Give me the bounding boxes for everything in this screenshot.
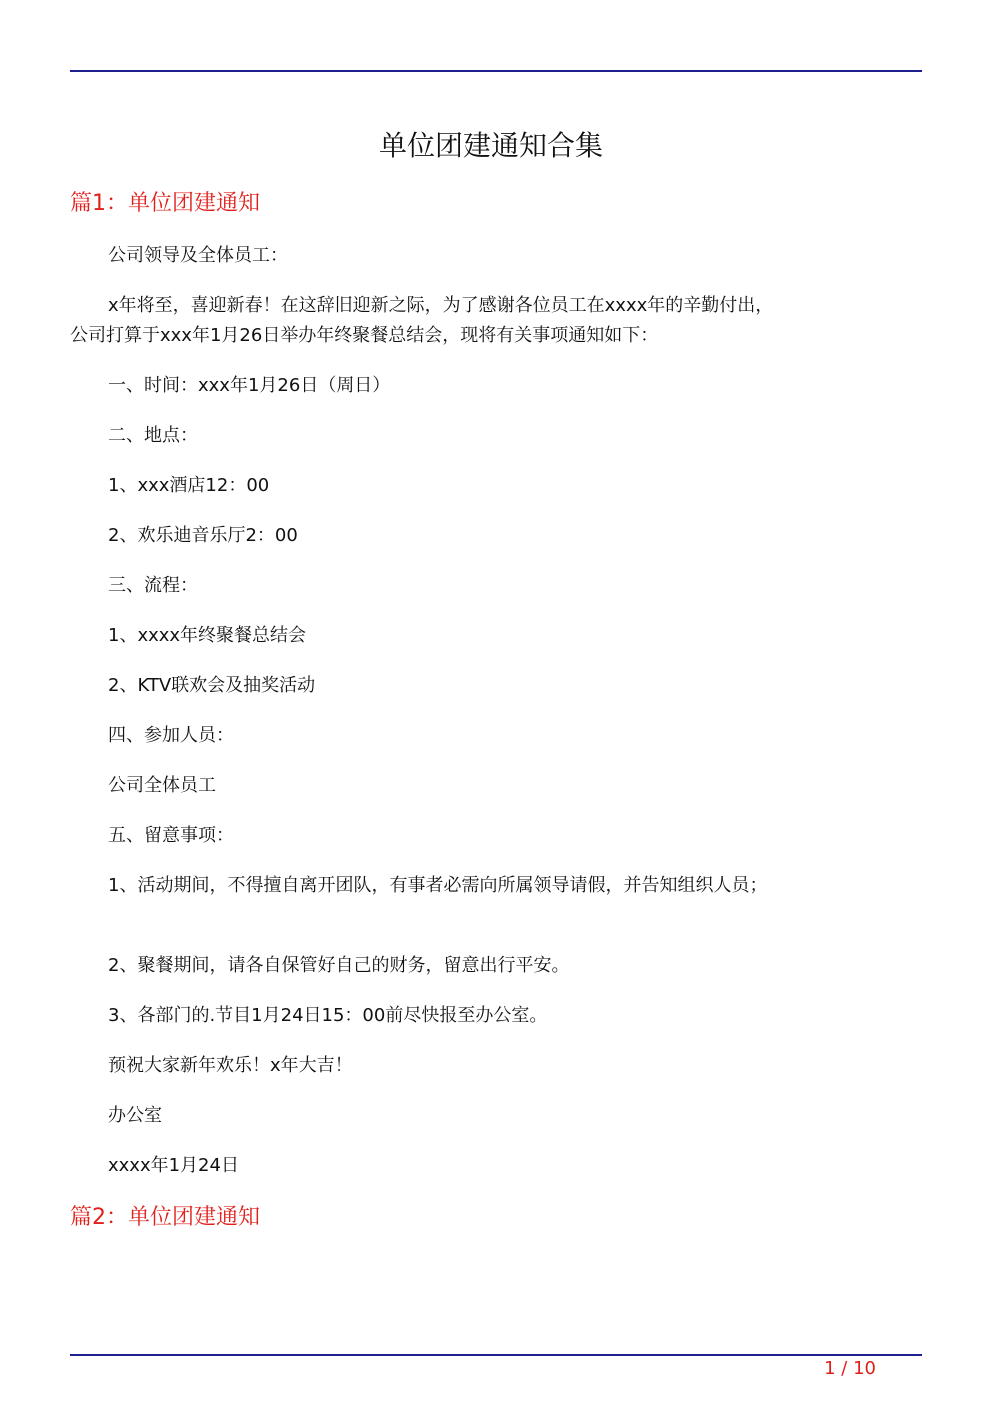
footer-rule — [70, 1354, 922, 1356]
paragraph-note-3: 3、各部门的.节目1月24日15：00前尽快报至办公室。 — [108, 1005, 548, 1026]
section-heading-2: 篇2：单位团建通知 — [70, 1205, 260, 1230]
paragraph-signature: 办公室 — [108, 1105, 162, 1126]
paragraph-notes-heading: 五、留意事项： — [108, 825, 234, 846]
paragraph-process-2: 2、KTV联欢会及抽奖活动 — [108, 675, 316, 696]
paragraph-location-1: 1、xxx酒店12：00 — [108, 475, 270, 496]
paragraph-date: xxxx年1月24日 — [108, 1155, 239, 1176]
document-title: 单位团建通知合集 — [378, 129, 603, 162]
paragraph-intro: x年将至，喜迎新春！在这辞旧迎新之际，为了感谢各位员工在xxxx年的辛勤付出，公司打算于xxx年1月26日举办年终聚餐总结会，现将有关事项通知如下： — [70, 295, 774, 346]
paragraph-salutation: 公司领导及全体员工： — [108, 245, 288, 266]
section-heading-1: 篇1：单位团建通知 — [70, 191, 260, 216]
paragraph-note-2: 2、聚餐期间，请各自保管好自己的财务，留意出行平安。 — [108, 955, 570, 976]
paragraph-location-2: 2、欢乐迪音乐厅2：00 — [108, 525, 298, 546]
paragraph-participants-heading: 四、参加人员： — [108, 725, 234, 746]
paragraph-note-1: 1、活动期间，不得擅自离开团队，有事者必需向所属领导请假，并告知组织人员； — [108, 875, 768, 896]
paragraph-location-heading: 二、地点： — [108, 425, 198, 446]
paragraph-time: 一、时间：xxx年1月26日（周日） — [108, 375, 391, 396]
paragraph-greeting: 预祝大家新年欢乐！x年大吉！ — [108, 1055, 353, 1076]
page-number: 1 / 10 — [824, 1358, 876, 1379]
paragraph-process-1: 1、xxxx年终聚餐总结会 — [108, 625, 307, 646]
header-rule — [70, 70, 922, 72]
paragraph-process-heading: 三、流程： — [108, 575, 198, 596]
paragraph-participants: 公司全体员工 — [108, 775, 216, 796]
